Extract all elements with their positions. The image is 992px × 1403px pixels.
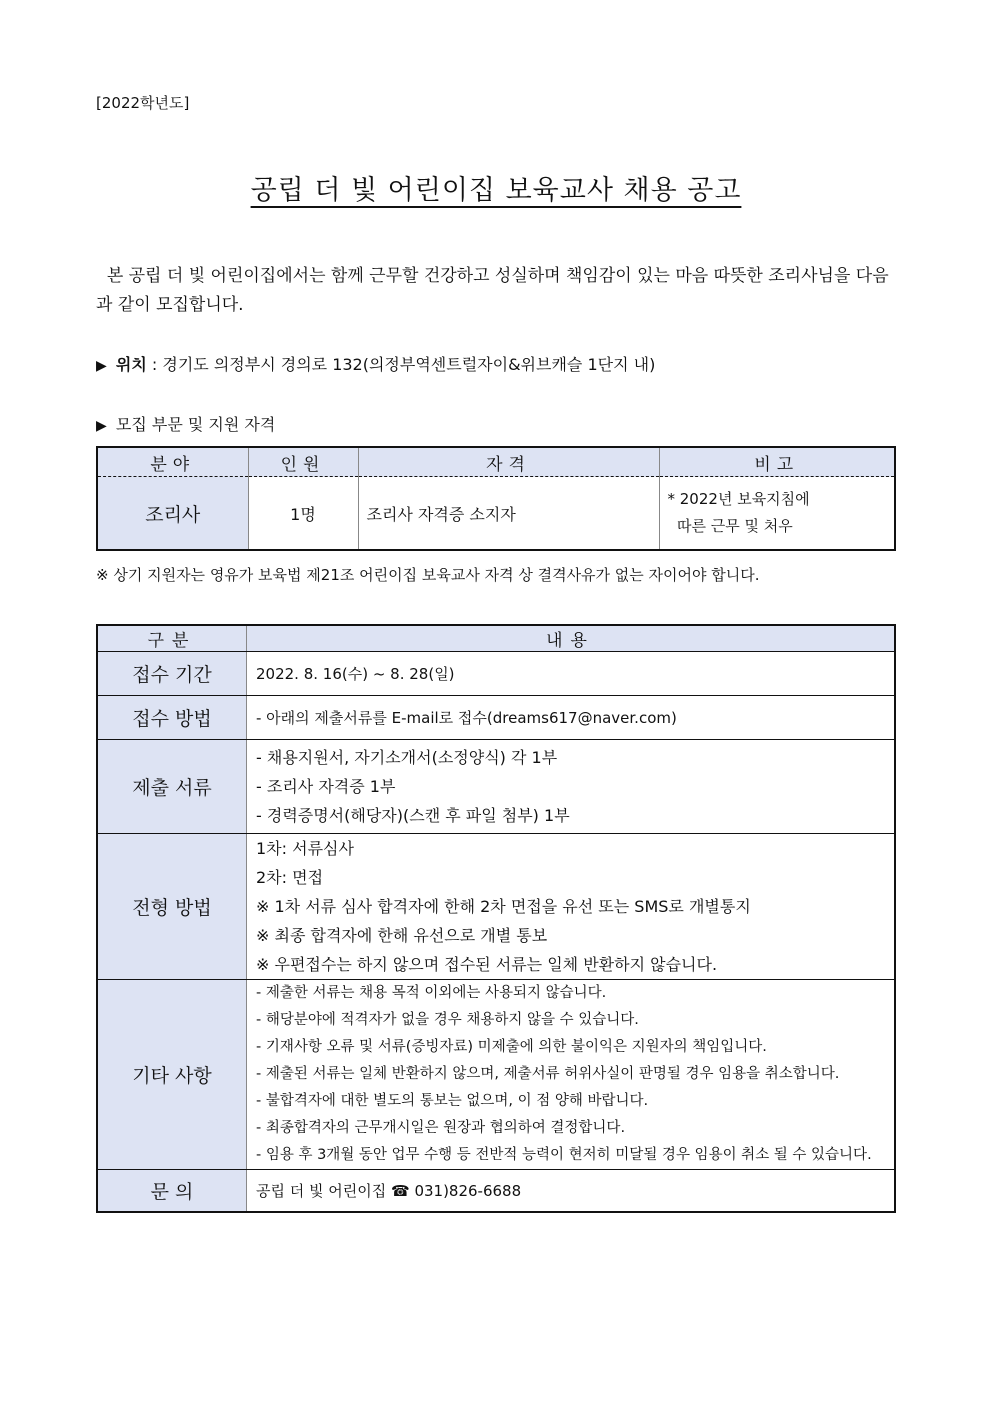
triangle-icon: ▶ xyxy=(96,418,107,434)
recruit-table xyxy=(96,446,896,551)
row-label: 제출 서류 xyxy=(97,740,247,834)
count-cell: 1명 xyxy=(248,477,358,551)
row-value: - 제출한 서류는 채용 목적 이외에는 사용되지 않습니다. - 해당분야에 적격자가 없을 경우 채용하지 않을 수 있습니다. - 기재사항 오류 및 서류(증빙자료) 미제출에 의한 불이익은 지원자의 책임입니다. - 제출된 서류는 일체 반환하지 않으며, 제출서류 허위사실이 판명될 경우 임용을 취소합니다. - 불합격자에 대한 별도의 통보는 없으며, 이 점 양해 바랍니다. - 최종합격자의 근무개시일은 원장과 협의하여 결정합니다. - 임용 후 3개월 동안 업무 수행 등 전반적 능력이 현저히 미달될 경우 임용이 취소 될 수 있습니다. xyxy=(247,980,896,1170)
qualification-cell: 조리사 자격증 소지자 xyxy=(358,477,659,551)
school-year: [2022학년도] xyxy=(96,94,190,112)
header-content: 내용 xyxy=(247,625,896,652)
header-category: 구분 xyxy=(97,625,247,652)
detail-table xyxy=(96,624,896,1213)
header-count: 인원 xyxy=(248,447,358,477)
row-label: 전형 방법 xyxy=(97,834,247,980)
row-value: - 아래의 제출서류를 E-mail로 접수(dreams617@naver.com) xyxy=(247,696,896,740)
row-label: 접수 방법 xyxy=(97,696,247,740)
header-qualification: 자격 xyxy=(358,447,659,477)
location-line: ▶ 위치 : 경기도 의정부시 경의로 132(의정부역센트럴자이&위브캐슬 1단지 내) xyxy=(96,355,656,374)
row-label: 접수 기간 xyxy=(97,652,247,696)
eligibility-notice: ※ 상기 지원자는 영유가 보육법 제21조 어린이집 보육교사 자격 상 결격사유가 없는 자이어야 합니다. xyxy=(96,566,760,584)
location-label: 위치 xyxy=(115,355,147,374)
row-value: 2022. 8. 16(수) ~ 8. 28(일) xyxy=(247,652,896,696)
intro-paragraph: 본 공립 더 빛 어린이집에서는 함께 근무할 건강하고 성실하며 책임감이 있는 마음 따뜻한 조리사님을 다음과 같이 모집합니다. xyxy=(96,266,889,315)
field-cell: 조리사 xyxy=(97,477,248,551)
table-row xyxy=(97,652,895,696)
note-cell: * 2022년 보육지침에 따른 근무 및 처우 xyxy=(659,477,895,551)
location-value: 경기도 의정부시 경의로 132(의정부역센트럴자이&위브캐슬 1단지 내) xyxy=(162,355,656,374)
table-row xyxy=(97,740,895,834)
triangle-icon: ▶ xyxy=(96,358,107,374)
row-label: 문 의 xyxy=(97,1170,247,1213)
header-field: 분야 xyxy=(97,447,248,477)
contact-value: 공립 더 빛 어린이집 ☎ 031)826-6688 xyxy=(256,1182,522,1200)
table-row xyxy=(97,696,895,740)
row-value: - 채용지원서, 자기소개서(소정양식) 각 1부 - 조리사 자격증 1부 - 경력증명서(해당자)(스캔 후 파일 첨부) 1부 xyxy=(247,740,896,834)
row-label: 기타 사항 xyxy=(97,980,247,1170)
table-row xyxy=(97,1170,895,1213)
header-note: 비고 xyxy=(659,447,895,477)
table-row xyxy=(97,834,895,980)
recruit-section-title: ▶ 모집 부문 및 지원 자격 xyxy=(96,415,276,434)
table-row xyxy=(97,980,895,1170)
row-value: 1차: 서류심사 2차: 면접 ※ 1차 서류 심사 합격자에 한해 2차 면접을 유선 또는 SMS로 개별통지 ※ 최종 합격자에 한해 유선으로 개별 통보 ※ 우편접수는 하지 않으며 접수된 서류는 일체 반환하지 않습니다. xyxy=(247,834,896,980)
page-title: 공립 더 빛 어린이집 보육교사 채용 공고 xyxy=(250,175,742,206)
